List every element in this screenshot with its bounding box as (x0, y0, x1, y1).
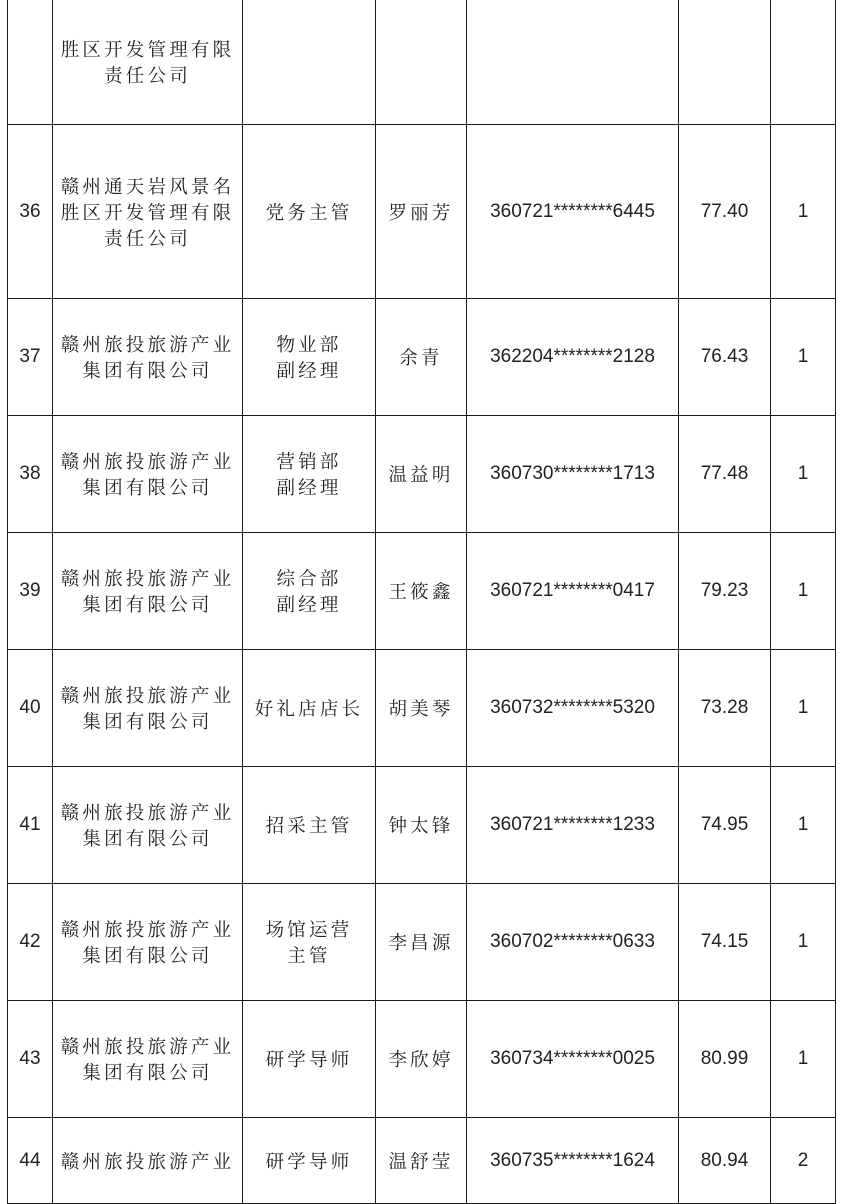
score-cell: 80.99 (679, 1001, 771, 1118)
row-number-cell: 40 (8, 650, 53, 767)
position-cell (243, 125, 376, 299)
position-cell (243, 884, 376, 1001)
name-cell: 钟太锋 (376, 767, 467, 884)
id-number-cell: 360730********1713 (467, 416, 679, 533)
rank-cell: 2 (771, 1118, 836, 1204)
table-row (8, 1001, 836, 1118)
row-number-cell: 36 (8, 125, 53, 299)
position-cell (243, 0, 376, 125)
score-cell: 74.95 (679, 767, 771, 884)
position-cell-line: 综合部 (276, 569, 342, 590)
company-cell-line: 赣州旅投旅游产业 (60, 1151, 235, 1173)
name-cell: 温舒莹 (376, 1118, 467, 1204)
position-cell-line: 副经理 (276, 478, 342, 499)
table-row (8, 767, 836, 884)
id-number-cell: 360735********1624 (467, 1118, 679, 1204)
rank-cell: 1 (771, 1001, 836, 1118)
id-number-cell: 362204********2128 (467, 299, 679, 416)
rank-cell: 1 (771, 767, 836, 884)
rank-cell: 1 (771, 884, 836, 1001)
company-cell-line: 责任公司 (104, 65, 191, 87)
name-cell: 胡美琴 (376, 650, 467, 767)
company-cell (53, 533, 243, 650)
name-cell (376, 0, 467, 125)
company-cell-line: 赣州通天岩风景名 (60, 176, 235, 198)
company-cell-line: 赣州旅投旅游产业 (60, 335, 235, 356)
company-cell (53, 416, 243, 533)
row-number-cell: 43 (8, 1001, 53, 1118)
company-cell-line: 集团有限公司 (82, 946, 213, 967)
score-cell: 73.28 (679, 650, 771, 767)
name-cell: 罗丽芳 (376, 125, 467, 299)
row-number-cell: 39 (8, 533, 53, 650)
row-number-cell: 37 (8, 299, 53, 416)
table-row (8, 299, 836, 416)
company-cell-line: 赣州旅投旅游产业 (60, 803, 235, 824)
company-cell-line: 赣州旅投旅游产业 (60, 569, 235, 590)
rank-cell: 1 (771, 125, 836, 299)
position-cell (243, 767, 376, 884)
id-number-cell (467, 0, 679, 125)
rank-cell: 1 (771, 416, 836, 533)
position-cell (243, 1001, 376, 1118)
name-cell: 李欣婷 (376, 1001, 467, 1118)
score-cell: 80.94 (679, 1118, 771, 1204)
row-number-cell: 44 (8, 1118, 53, 1204)
company-cell (53, 884, 243, 1001)
company-cell-line: 集团有限公司 (82, 478, 213, 499)
company-cell (53, 299, 243, 416)
id-number-cell: 360721********1233 (467, 767, 679, 884)
company-cell-line: 集团有限公司 (82, 829, 213, 850)
row-number-cell: 42 (8, 884, 53, 1001)
rank-cell: 1 (771, 533, 836, 650)
rank-cell (771, 0, 836, 125)
company-cell-line: 集团有限公司 (82, 361, 213, 382)
position-cell (243, 650, 376, 767)
table-row (8, 0, 836, 125)
id-number-cell: 360721********0417 (467, 533, 679, 650)
company-cell-line: 胜区开发管理有限 (60, 39, 235, 61)
position-cell-line: 研学导师 (265, 1151, 353, 1173)
name-cell: 李昌源 (376, 884, 467, 1001)
row-number-cell (8, 0, 53, 125)
table-row (8, 884, 836, 1001)
score-cell (679, 0, 771, 125)
company-cell (53, 767, 243, 884)
company-cell (53, 0, 243, 125)
company-cell (53, 125, 243, 299)
table-row (8, 1118, 836, 1204)
position-cell-line: 物业部 (276, 335, 342, 356)
company-cell-line: 赣州旅投旅游产业 (60, 920, 235, 941)
company-cell (53, 650, 243, 767)
row-number-cell: 38 (8, 416, 53, 533)
position-cell-line: 主管 (287, 946, 331, 967)
table-row (8, 416, 836, 533)
position-cell-line: 党务主管 (265, 202, 353, 224)
position-cell-line: 招采主管 (265, 816, 353, 837)
results-table (7, 0, 836, 1204)
position-cell-line: 营销部 (276, 452, 342, 473)
score-cell: 77.48 (679, 416, 771, 533)
table-row (8, 533, 836, 650)
id-number-cell: 360734********0025 (467, 1001, 679, 1118)
company-cell (53, 1001, 243, 1118)
position-cell (243, 533, 376, 650)
score-cell: 77.40 (679, 125, 771, 299)
company-cell-line: 集团有限公司 (82, 1063, 213, 1084)
position-cell-line: 好礼店店长 (254, 699, 364, 720)
company-cell-line: 胜区开发管理有限 (60, 202, 235, 224)
table-row (8, 125, 836, 299)
name-cell: 余青 (376, 299, 467, 416)
position-cell (243, 299, 376, 416)
id-number-cell: 360721********6445 (467, 125, 679, 299)
id-number-cell: 360702********0633 (467, 884, 679, 1001)
table-row (8, 650, 836, 767)
position-cell-line: 副经理 (276, 595, 342, 616)
score-cell: 74.15 (679, 884, 771, 1001)
score-cell: 79.23 (679, 533, 771, 650)
position-cell-line: 场馆运营 (265, 920, 353, 941)
position-cell (243, 416, 376, 533)
name-cell: 王筱鑫 (376, 533, 467, 650)
company-cell-line: 赣州旅投旅游产业 (60, 452, 235, 473)
row-number-cell: 41 (8, 767, 53, 884)
position-cell (243, 1118, 376, 1204)
company-cell-line: 赣州旅投旅游产业 (60, 686, 235, 707)
id-number-cell: 360732********5320 (467, 650, 679, 767)
position-cell-line: 副经理 (276, 361, 342, 382)
rank-cell: 1 (771, 650, 836, 767)
company-cell-line: 集团有限公司 (82, 595, 213, 616)
company-cell-line: 集团有限公司 (82, 712, 213, 733)
company-cell-line: 责任公司 (104, 228, 191, 250)
rank-cell: 1 (771, 299, 836, 416)
name-cell: 温益明 (376, 416, 467, 533)
position-cell-line: 研学导师 (265, 1050, 353, 1071)
company-cell (53, 1118, 243, 1204)
company-cell-line: 赣州旅投旅游产业 (60, 1037, 235, 1058)
score-cell: 76.43 (679, 299, 771, 416)
